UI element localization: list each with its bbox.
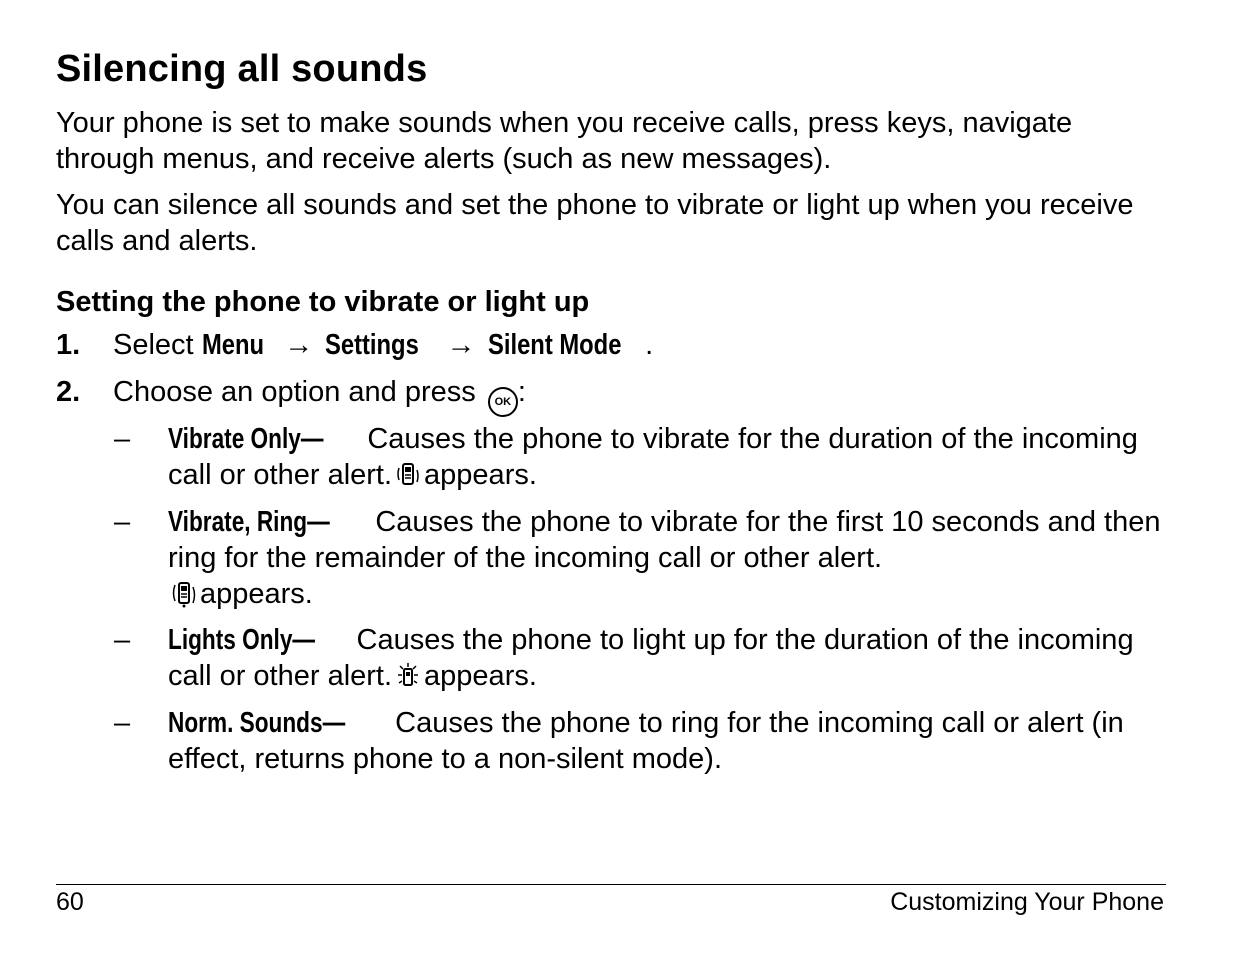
dash-bullet: – <box>114 707 131 739</box>
settings-keyword: Settings <box>325 329 420 361</box>
footer-divider <box>56 884 1166 885</box>
page-number: 60 <box>56 888 84 916</box>
option-text <box>168 705 1168 777</box>
step-text-main: Choose an option and press <box>113 376 476 408</box>
intro-paragraph: Your phone is set to make sounds when you receive calls, press keys, navigate through menus, and receive alerts (such as new messages). <box>56 107 1073 175</box>
dash-bullet: – <box>114 624 131 656</box>
dash-bullet: – <box>114 506 131 538</box>
menu-keyword: Menu <box>201 329 264 361</box>
step-text-after: . <box>645 329 654 361</box>
option-suffix: appears. <box>424 459 537 491</box>
ok-button-icon: OK <box>488 387 518 417</box>
option-suffix: appears. <box>424 660 537 692</box>
step-text-after: : <box>517 376 526 408</box>
option-text <box>168 421 1168 493</box>
arrow-icon: → <box>446 329 476 361</box>
vibrate-ring-icon <box>172 579 196 609</box>
step-number: 2. <box>56 376 81 408</box>
option-name: Vibrate Only— <box>168 423 324 455</box>
arrow-icon: → <box>284 329 314 361</box>
vibrate-icon <box>396 460 420 490</box>
manual-page <box>56 0 1166 954</box>
step-text <box>113 327 653 363</box>
lights-icon <box>396 661 420 691</box>
section-subheading: Setting the phone to vibrate or light up <box>56 286 590 318</box>
footer-section-title: Customizing Your Phone <box>890 888 1164 916</box>
option-desc: Causes the phone to light up for the duration of the incoming call or other alert. <box>168 624 1134 692</box>
silence-paragraph: You can silence all sounds and set the phone to vibrate or light up when you receive calls and alerts. <box>56 189 1134 257</box>
option-text <box>168 504 1168 612</box>
option-suffix: appears. <box>200 578 313 610</box>
option-desc: Causes the phone to ring for the incoming call or alert (in effect, returns phone to a non-silent mode). <box>168 707 1124 775</box>
step-text-before: Select <box>113 329 202 361</box>
option-desc: Causes the phone to vibrate for the first 10 seconds and then ring for the remainder of the incoming call or other alert. <box>168 506 1161 574</box>
option-name: Lights Only— <box>168 624 316 656</box>
option-text <box>168 622 1168 694</box>
option-desc: Causes the phone to vibrate for the duration of the incoming call or other alert. <box>168 423 1138 491</box>
dash-bullet: – <box>114 423 131 455</box>
step-text <box>113 374 526 417</box>
option-name: Vibrate, Ring— <box>168 506 330 538</box>
silent-mode-keyword: Silent Mode <box>487 329 622 361</box>
step-number: 1. <box>56 329 81 361</box>
option-name: Norm. Sounds— <box>168 707 346 739</box>
page-title: Silencing all sounds <box>56 48 428 90</box>
